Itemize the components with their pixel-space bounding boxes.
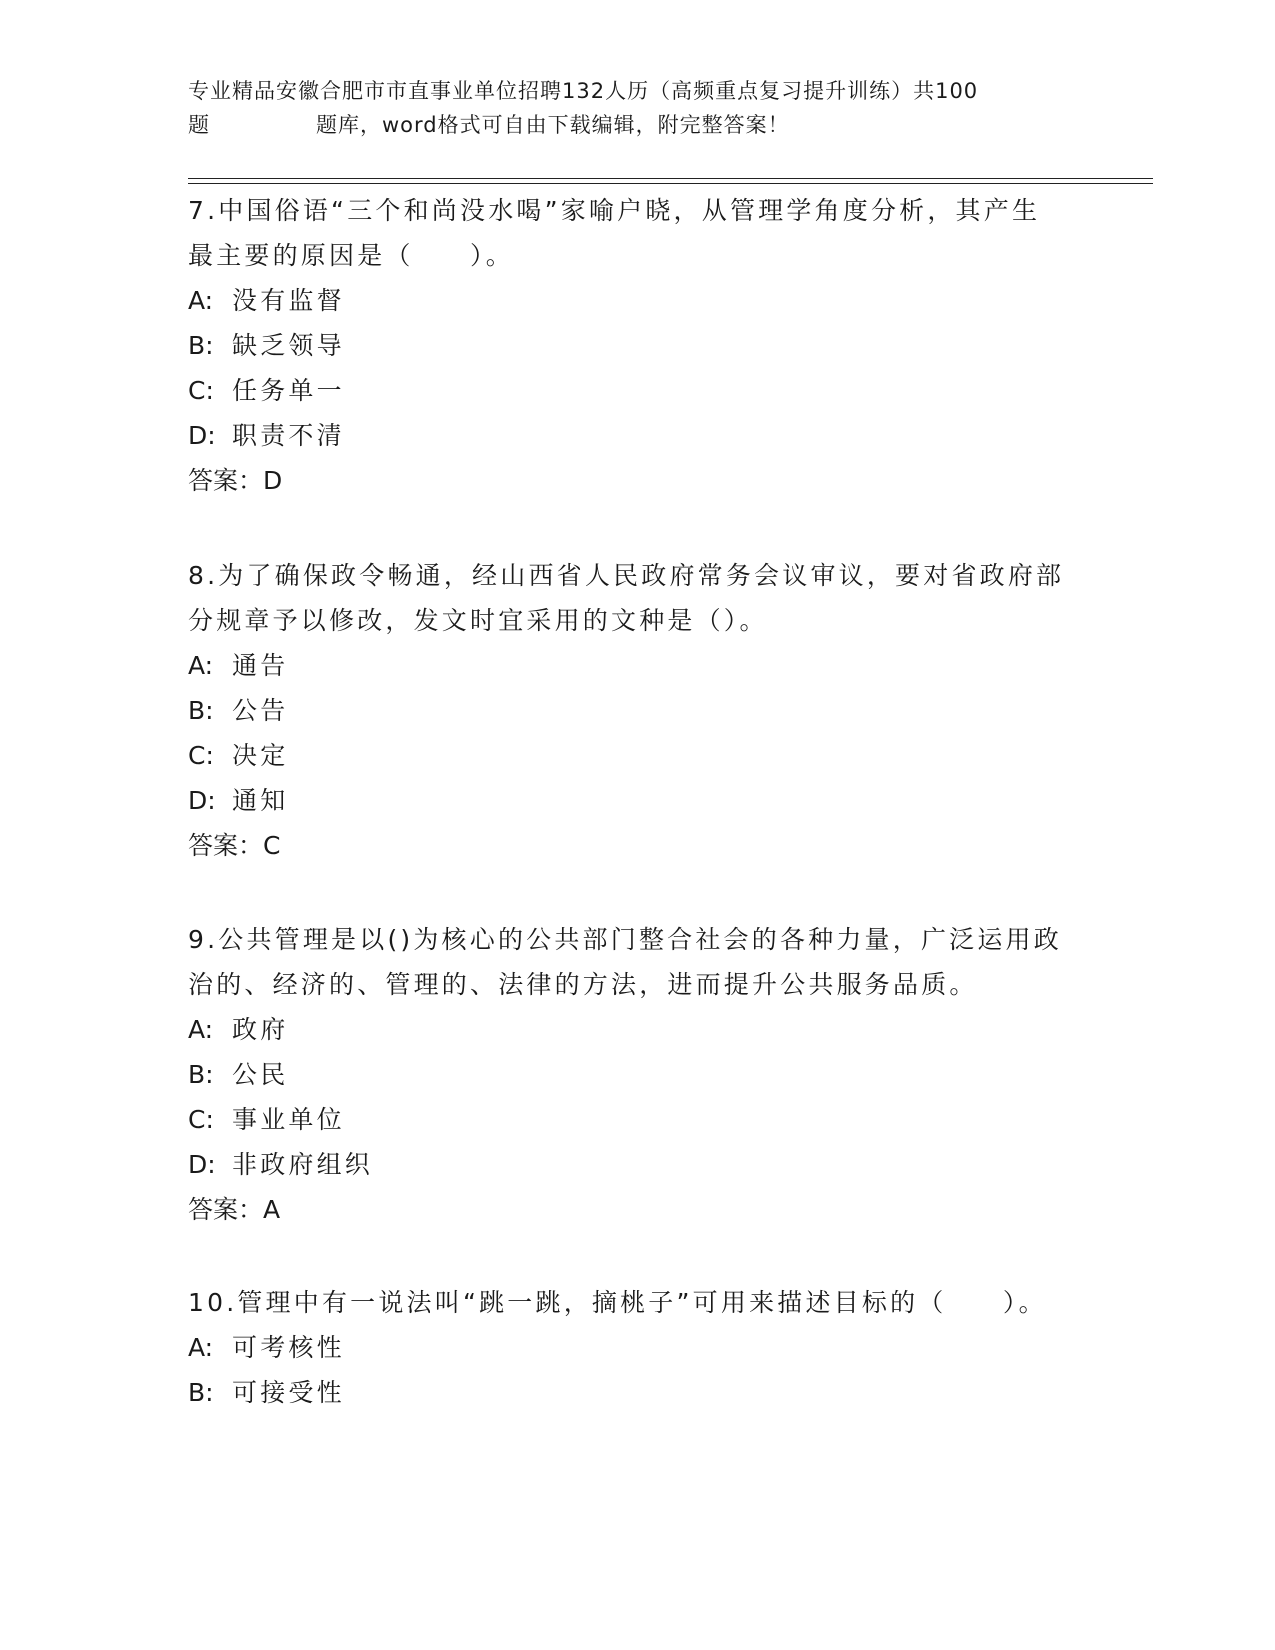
option-b bbox=[188, 323, 1068, 368]
header-divider-bottom bbox=[188, 183, 1153, 184]
option-text: 缺乏领导 bbox=[232, 331, 345, 360]
answer-label: 答案： bbox=[188, 1195, 264, 1224]
option-text: 可接受性 bbox=[232, 1378, 345, 1407]
option-text: 事业单位 bbox=[232, 1105, 345, 1134]
option-a bbox=[188, 643, 1068, 688]
option-key: C: bbox=[188, 1105, 214, 1134]
answer-line bbox=[188, 1187, 1068, 1232]
option-c bbox=[188, 1097, 1068, 1142]
option-d bbox=[188, 1142, 1068, 1187]
option-text: 公民 bbox=[232, 1060, 289, 1089]
answer-label: 答案： bbox=[188, 831, 264, 860]
option-key: D: bbox=[188, 786, 216, 815]
question-8 bbox=[188, 553, 1068, 868]
header-subtitle-line bbox=[188, 108, 1088, 142]
question-9 bbox=[188, 917, 1068, 1232]
option-key: B: bbox=[188, 1060, 214, 1089]
option-key: D: bbox=[188, 1150, 216, 1179]
option-a bbox=[188, 1325, 1068, 1370]
option-key: A: bbox=[188, 1333, 214, 1362]
option-d bbox=[188, 413, 1068, 458]
answer-line bbox=[188, 823, 1068, 868]
header-title-line: 专业精品安徽合肥市市直事业单位招聘132人历（高频重点复习提升训练）共100 bbox=[188, 79, 979, 103]
option-text: 非政府组织 bbox=[232, 1150, 374, 1179]
option-text: 通知 bbox=[232, 786, 289, 815]
option-key: A: bbox=[188, 651, 214, 680]
option-c bbox=[188, 368, 1068, 413]
option-c bbox=[188, 733, 1068, 778]
option-key: A: bbox=[188, 1015, 214, 1044]
question-stem: 9.公共管理是以()为核心的公共部门整合社会的各种力量，广泛运用政治的、经济的、管理的、法律的方法，进而提升公共服务品质。 bbox=[188, 925, 1062, 999]
answer-label: 答案： bbox=[188, 466, 264, 495]
option-key: B: bbox=[188, 696, 214, 725]
option-text: 通告 bbox=[232, 651, 289, 680]
option-text: 没有监督 bbox=[232, 286, 345, 315]
option-text: 决定 bbox=[232, 741, 289, 770]
option-b bbox=[188, 1052, 1068, 1097]
option-a bbox=[188, 1007, 1068, 1052]
option-text: 公告 bbox=[232, 696, 289, 725]
option-d bbox=[188, 778, 1068, 823]
question-stem: 7.中国俗语“三个和尚没水喝”家喻户晓，从管理学角度分析，其产生最主要的原因是（ ）。 bbox=[188, 196, 1041, 270]
option-key: A: bbox=[188, 286, 214, 315]
document-header bbox=[188, 74, 1088, 142]
answer-line bbox=[188, 458, 1068, 503]
option-key: C: bbox=[188, 376, 214, 405]
question-7 bbox=[188, 188, 1068, 503]
option-b bbox=[188, 688, 1068, 733]
header-subtitle-lead: 题 bbox=[188, 113, 210, 137]
question-10 bbox=[188, 1280, 1068, 1415]
question-stem: 10.管理中有一说法叫“跳一跳，摘桃子”可用来描述目标的（ ）。 bbox=[188, 1288, 1047, 1317]
option-a bbox=[188, 278, 1068, 323]
header-divider-top bbox=[188, 178, 1153, 179]
option-text: 任务单一 bbox=[232, 376, 345, 405]
question-stem: 8.为了确保政令畅通，经山西省人民政府常务会议审议，要对省政府部分规章予以修改，发文时宜采用的文种是（）。 bbox=[188, 561, 1065, 635]
header-subtitle-text: 题库，word格式可自由下载编辑，附完整答案！ bbox=[316, 113, 790, 137]
option-text: 政府 bbox=[232, 1015, 289, 1044]
option-b bbox=[188, 1370, 1068, 1415]
option-text: 可考核性 bbox=[232, 1333, 345, 1362]
answer-value: D bbox=[263, 466, 284, 495]
answer-value: A bbox=[263, 1195, 282, 1224]
answer-value: C bbox=[263, 831, 282, 860]
option-text: 职责不清 bbox=[232, 421, 345, 450]
option-key: B: bbox=[188, 1378, 214, 1407]
option-key: D: bbox=[188, 421, 216, 450]
option-key: C: bbox=[188, 741, 214, 770]
option-key: B: bbox=[188, 331, 214, 360]
